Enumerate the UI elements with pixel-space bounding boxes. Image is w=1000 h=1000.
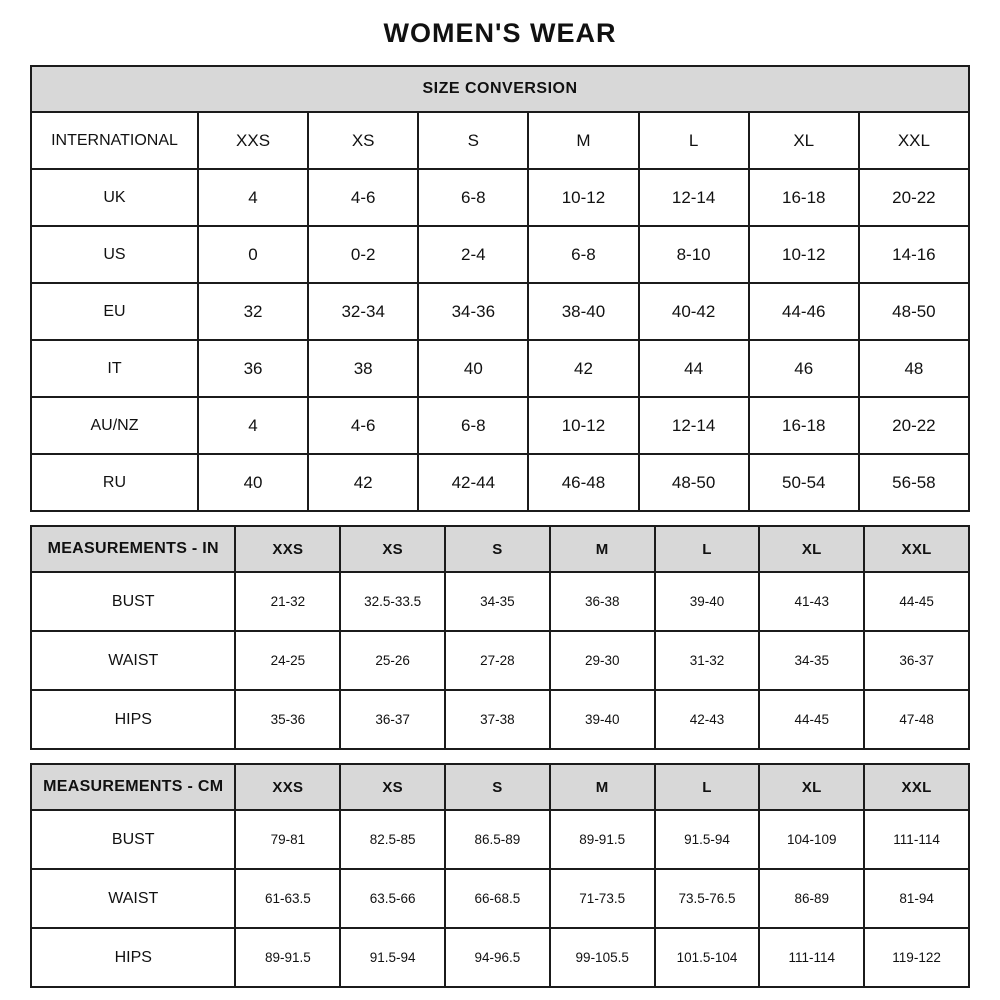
size-value-cell: XXL [859,112,969,169]
measurement-value-cell: 41-43 [759,572,864,631]
size-value-cell: 56-58 [859,454,969,511]
size-value-cell: 48-50 [639,454,749,511]
size-header-cell: L [655,764,760,810]
row-label: AU/NZ [31,397,198,454]
row-label: BUST [31,810,235,869]
measurements-cm-table [30,763,970,988]
size-value-cell: 42 [308,454,418,511]
size-header-cell: L [655,526,760,572]
measurement-value-cell: 94-96.5 [445,928,550,987]
measurement-value-cell: 39-40 [550,690,655,749]
size-header-cell: XS [340,526,445,572]
measurement-value-cell: 42-43 [655,690,760,749]
measurement-value-cell: 119-122 [864,928,969,987]
size-value-cell: 16-18 [749,397,859,454]
size-value-cell: 20-22 [859,169,969,226]
table-row [31,169,969,226]
row-label: IT [31,340,198,397]
measurement-value-cell: 81-94 [864,869,969,928]
size-value-cell: 48 [859,340,969,397]
measurement-value-cell: 37-38 [445,690,550,749]
size-value-cell: 44-46 [749,283,859,340]
size-header-cell: XXL [864,764,969,810]
measurement-value-cell: 25-26 [340,631,445,690]
row-label: BUST [31,572,235,631]
size-value-cell: 12-14 [639,169,749,226]
measurement-value-cell: 86.5-89 [445,810,550,869]
size-value-cell: 20-22 [859,397,969,454]
measurements-in-title: MEASUREMENTS - IN [31,526,235,572]
measurement-value-cell: 29-30 [550,631,655,690]
table-row [31,112,969,169]
size-value-cell: 46-48 [528,454,638,511]
measurement-value-cell: 44-45 [864,572,969,631]
measurement-value-cell: 82.5-85 [340,810,445,869]
size-value-cell: 36 [198,340,308,397]
size-value-cell: 38 [308,340,418,397]
size-conversion-table [30,65,970,512]
size-value-cell: 14-16 [859,226,969,283]
measurements-cm-title: MEASUREMENTS - CM [31,764,235,810]
row-label: INTERNATIONAL [31,112,198,169]
table-row [31,572,969,631]
table-row [31,340,969,397]
size-header-cell: M [550,526,655,572]
size-value-cell: 48-50 [859,283,969,340]
measurement-value-cell: 32.5-33.5 [340,572,445,631]
size-value-cell: 8-10 [639,226,749,283]
size-value-cell: 10-12 [528,169,638,226]
measurement-value-cell: 73.5-76.5 [655,869,760,928]
size-value-cell: 42 [528,340,638,397]
measurement-value-cell: 99-105.5 [550,928,655,987]
measurement-value-cell: 86-89 [759,869,864,928]
size-value-cell: 38-40 [528,283,638,340]
row-label: WAIST [31,631,235,690]
size-value-cell: 40-42 [639,283,749,340]
size-header-cell: XL [759,764,864,810]
measurement-value-cell: 44-45 [759,690,864,749]
size-value-cell: XS [308,112,418,169]
size-value-cell: 4-6 [308,169,418,226]
measurement-value-cell: 104-109 [759,810,864,869]
size-value-cell: 0-2 [308,226,418,283]
size-header-cell: XXS [235,526,340,572]
row-label: HIPS [31,928,235,987]
row-label: HIPS [31,690,235,749]
size-conversion-header-row [31,66,969,112]
size-value-cell: M [528,112,638,169]
table-row [31,869,969,928]
row-label: US [31,226,198,283]
table-row [31,690,969,749]
size-value-cell: 44 [639,340,749,397]
table-row [31,454,969,511]
table-row [31,810,969,869]
size-value-cell: 46 [749,340,859,397]
size-value-cell: XXS [198,112,308,169]
table-row [31,283,969,340]
size-value-cell: 42-44 [418,454,528,511]
measurement-value-cell: 111-114 [759,928,864,987]
size-value-cell: 4-6 [308,397,418,454]
size-value-cell: 10-12 [528,397,638,454]
size-value-cell: 50-54 [749,454,859,511]
table-row [31,397,969,454]
row-label: UK [31,169,198,226]
size-value-cell: 2-4 [418,226,528,283]
page-title: WOMEN'S WEAR [383,18,617,48]
size-value-cell: 34-36 [418,283,528,340]
size-value-cell: L [639,112,749,169]
size-value-cell: 32 [198,283,308,340]
size-header-cell: S [445,526,550,572]
measurement-value-cell: 61-63.5 [235,869,340,928]
size-value-cell: 32-34 [308,283,418,340]
measurement-value-cell: 89-91.5 [235,928,340,987]
size-value-cell: 10-12 [749,226,859,283]
measurement-value-cell: 91.5-94 [340,928,445,987]
measurement-value-cell: 36-37 [340,690,445,749]
size-header-cell: XS [340,764,445,810]
size-value-cell: 16-18 [749,169,859,226]
measurements-in-table [30,525,970,750]
measurement-value-cell: 111-114 [864,810,969,869]
size-value-cell: 4 [198,169,308,226]
size-value-cell: 40 [198,454,308,511]
row-label: WAIST [31,869,235,928]
size-value-cell: 6-8 [418,169,528,226]
size-header-cell: S [445,764,550,810]
measurement-value-cell: 91.5-94 [655,810,760,869]
size-header-cell: XXS [235,764,340,810]
table-row [31,631,969,690]
row-label: RU [31,454,198,511]
size-value-cell: XL [749,112,859,169]
measurement-value-cell: 27-28 [445,631,550,690]
measurement-value-cell: 63.5-66 [340,869,445,928]
measurement-value-cell: 34-35 [445,572,550,631]
size-value-cell: 6-8 [528,226,638,283]
measurements-in-header-row [31,526,969,572]
measurement-value-cell: 101.5-104 [655,928,760,987]
size-value-cell: 12-14 [639,397,749,454]
measurement-value-cell: 66-68.5 [445,869,550,928]
table-row [31,928,969,987]
measurement-value-cell: 39-40 [655,572,760,631]
size-value-cell: S [418,112,528,169]
measurement-value-cell: 24-25 [235,631,340,690]
size-value-cell: 6-8 [418,397,528,454]
size-header-cell: XL [759,526,864,572]
measurement-value-cell: 47-48 [864,690,969,749]
size-value-cell: 40 [418,340,528,397]
size-header-cell: M [550,764,655,810]
measurements-cm-header-row [31,764,969,810]
measurement-value-cell: 71-73.5 [550,869,655,928]
row-label: EU [31,283,198,340]
measurement-value-cell: 34-35 [759,631,864,690]
measurement-value-cell: 36-38 [550,572,655,631]
measurement-value-cell: 89-91.5 [550,810,655,869]
size-value-cell: 0 [198,226,308,283]
measurement-value-cell: 31-32 [655,631,760,690]
measurement-value-cell: 21-32 [235,572,340,631]
measurement-value-cell: 35-36 [235,690,340,749]
size-value-cell: 4 [198,397,308,454]
measurement-value-cell: 36-37 [864,631,969,690]
size-header-cell: XXL [864,526,969,572]
table-row [31,226,969,283]
size-conversion-title: SIZE CONVERSION [31,66,969,112]
measurement-value-cell: 79-81 [235,810,340,869]
